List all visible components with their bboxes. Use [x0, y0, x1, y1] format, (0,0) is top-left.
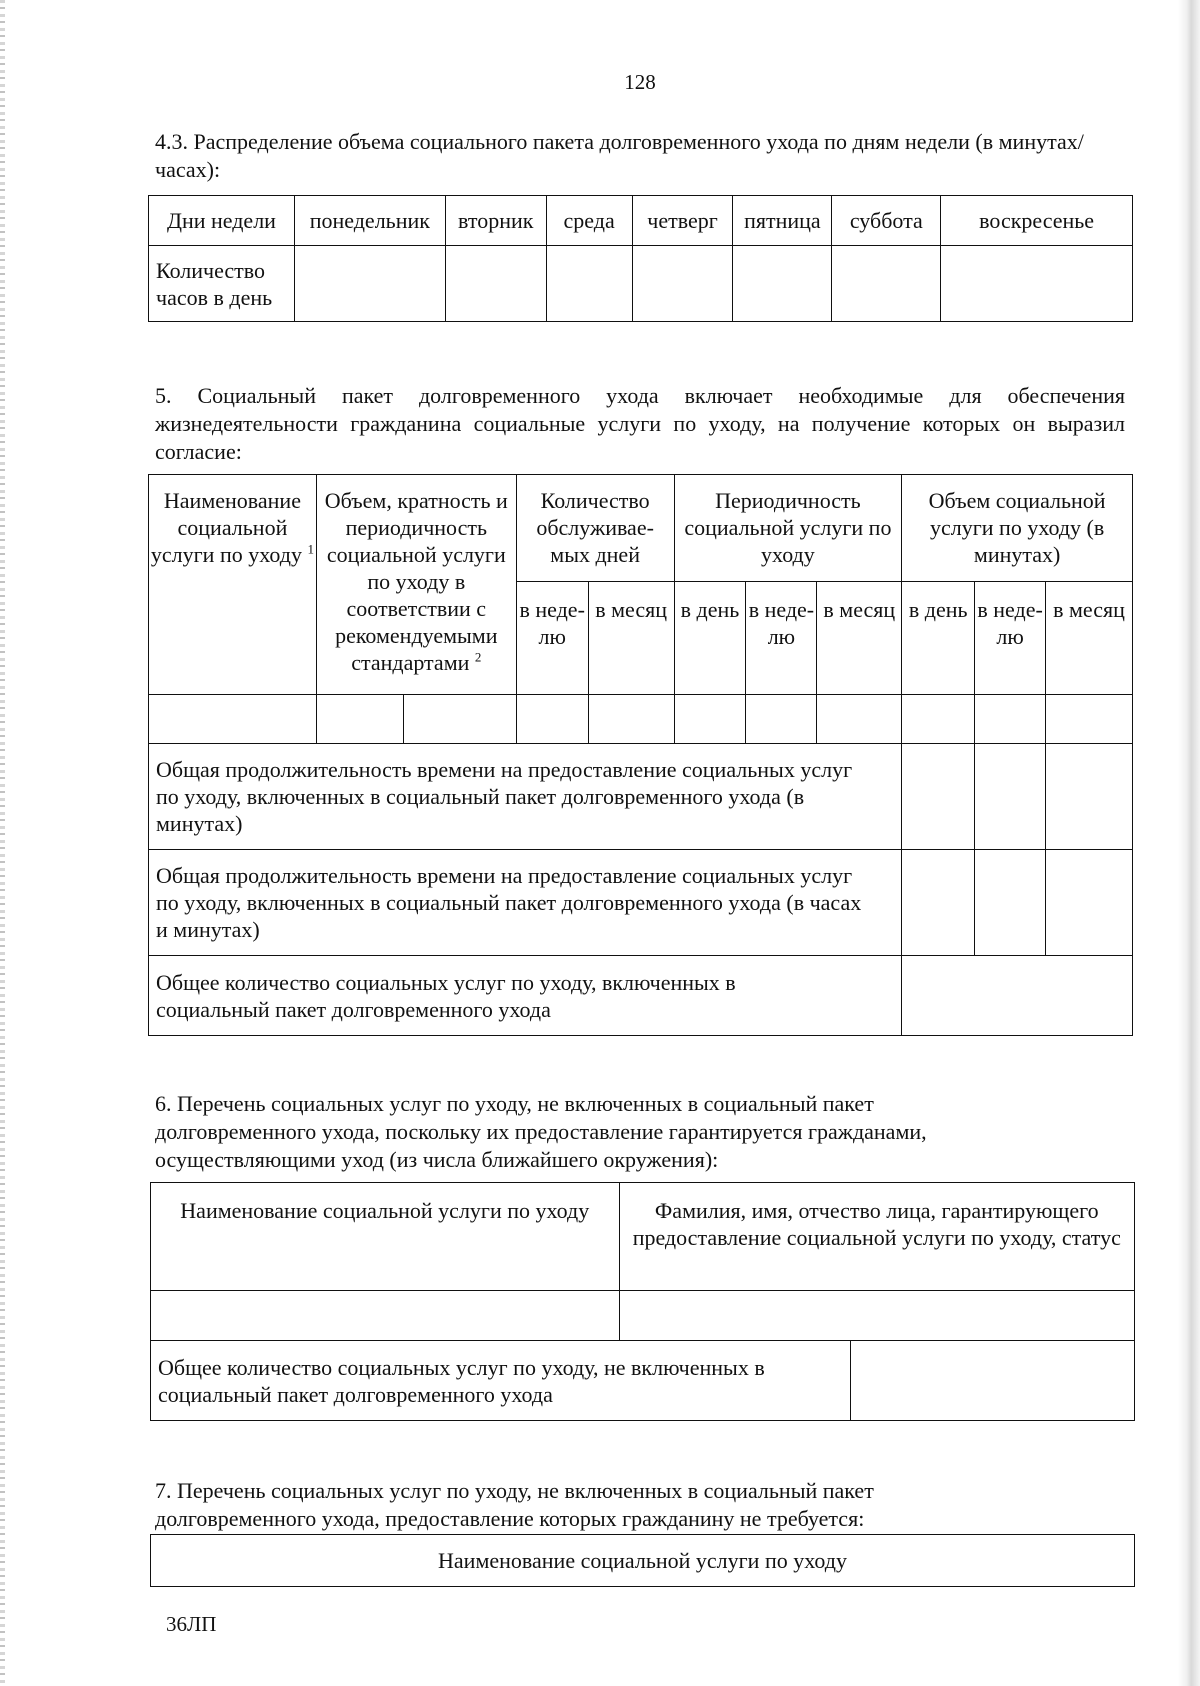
total-minutes-label: Общая продолжительность времени на предоставление социальных услуг по уходу, включенных в социальный пакет долговременного ухода (в минутах): [149, 744, 902, 850]
col-volume-standards: Объем, кратность и периодичность социальной услуги по уходу в соответствии с рекомендуемыми стандартами $^2$: [316, 475, 516, 695]
hours-thursday-cell[interactable]: [632, 246, 733, 322]
not-required-services-table: [150, 1534, 1135, 1587]
day-sunday: воскресенье: [941, 196, 1133, 246]
scan-edge-right: [1178, 0, 1200, 1686]
section-4-3-text: 4.3. Распределение объема социального пакета долговременного ухода по дням недели (в минутах/часах):: [155, 129, 1084, 182]
col-volume-minutes: Объем социальной услуги по уходу (в минутах): [902, 475, 1133, 582]
total-count-label: Общее количество социальных услуг по уходу, включенных в социальный пакет долговременного ухода: [149, 956, 902, 1036]
sub-minutes-per-month: в месяц: [1046, 582, 1133, 695]
package-row-cell[interactable]: [403, 695, 516, 744]
section-6-total-value[interactable]: [851, 1341, 1135, 1421]
col-periodicity: Периодичность социальной услуги по уходу: [674, 475, 902, 582]
guaranteed-services-table: [150, 1182, 1135, 1421]
package-row-cell[interactable]: [316, 695, 403, 744]
package-row-cell[interactable]: [588, 695, 674, 744]
guaranteed-row-cell[interactable]: [151, 1291, 620, 1341]
weekday-distribution-table: [148, 195, 1133, 322]
section-5-text: 5. Социальный пакет долговременного ухода включает необходимые для обеспечения жизнедеятельности гражданина социальные услуги по уходу, на получение которых он выразил согласие:: [155, 383, 1125, 464]
package-row-cell[interactable]: [902, 695, 975, 744]
day-saturday: суббота: [832, 196, 941, 246]
col-service-days: Количество обслуживае-мых дней: [516, 475, 674, 582]
day-thursday: четверг: [632, 196, 733, 246]
total-minutes-per-day[interactable]: [902, 744, 975, 850]
package-row-cell[interactable]: [149, 695, 317, 744]
section-7-text: 7. Перечень социальных услуг по уходу, не включенных в социальный пакет долговременного ухода, предоставление которых гражданину не требуется:: [155, 1478, 874, 1531]
hours-friday-cell[interactable]: [733, 246, 832, 322]
scan-edge-left: [0, 0, 5, 1686]
total-minutes-per-month[interactable]: [1046, 744, 1133, 850]
total-hours-per-week[interactable]: [975, 850, 1046, 956]
sub-minutes-per-week: в неде-лю: [975, 582, 1046, 695]
guaranteed-row-cell[interactable]: [619, 1291, 1134, 1341]
total-count-value[interactable]: [902, 956, 1133, 1036]
sub-minutes-per-day: в день: [902, 582, 975, 695]
col-service-name: Наименование социальной услуги по уходу $^1$: [149, 475, 317, 695]
hours-sunday-cell[interactable]: [941, 246, 1133, 322]
sub-period-per-week: в неде-лю: [746, 582, 817, 695]
hours-monday-cell[interactable]: [294, 246, 445, 322]
document-code: 36ЛП: [166, 1612, 217, 1636]
total-hours-per-month[interactable]: [1046, 850, 1133, 956]
col-service-name-7: Наименование социальной услуги по уходу: [151, 1535, 1135, 1587]
col-guarantor-person: Фамилия, имя, отчество лица, гарантирующего предоставление социальной услуги по уходу, статус: [619, 1183, 1134, 1291]
total-hours-label: Общая продолжительность времени на предоставление социальных услуг по уходу, включенных в социальный пакет долговременного ухода (в часах и минутах): [149, 850, 902, 956]
page-number: 128: [624, 70, 656, 94]
day-tuesday: вторник: [445, 196, 546, 246]
day-monday: понедельник: [294, 196, 445, 246]
sub-days-per-week: в неде-лю: [516, 582, 588, 695]
package-row-cell[interactable]: [975, 695, 1046, 744]
total-minutes-per-week[interactable]: [975, 744, 1046, 850]
social-package-table: [148, 474, 1133, 1036]
package-row-cell[interactable]: [817, 695, 902, 744]
weekday-header-label: Дни недели: [149, 196, 295, 246]
hours-per-day-label: Количество часов в день: [149, 246, 295, 322]
hours-saturday-cell[interactable]: [832, 246, 941, 322]
col-service-name-6: Наименование социальной услуги по уходу: [151, 1183, 620, 1291]
hours-wednesday-cell[interactable]: [546, 246, 632, 322]
package-row-cell[interactable]: [516, 695, 588, 744]
section-6-text: 6. Перечень социальных услуг по уходу, не включенных в социальный пакет долговременного ухода, поскольку их предоставление гарантируется гражданами, осуществляющими уход (из числа ближайшего окружения):: [155, 1091, 927, 1172]
hours-tuesday-cell[interactable]: [445, 246, 546, 322]
day-wednesday: среда: [546, 196, 632, 246]
package-row-cell[interactable]: [1046, 695, 1133, 744]
total-hours-per-day[interactable]: [902, 850, 975, 956]
sub-days-per-month: в месяц: [588, 582, 674, 695]
package-row-cell[interactable]: [746, 695, 817, 744]
package-row-cell[interactable]: [674, 695, 746, 744]
sub-period-per-day: в день: [674, 582, 746, 695]
sub-period-per-month: в месяц: [817, 582, 902, 695]
section-6-total-label: Общее количество социальных услуг по уходу, не включенных в социальный пакет долговременного ухода: [151, 1341, 851, 1421]
day-friday: пятница: [733, 196, 832, 246]
